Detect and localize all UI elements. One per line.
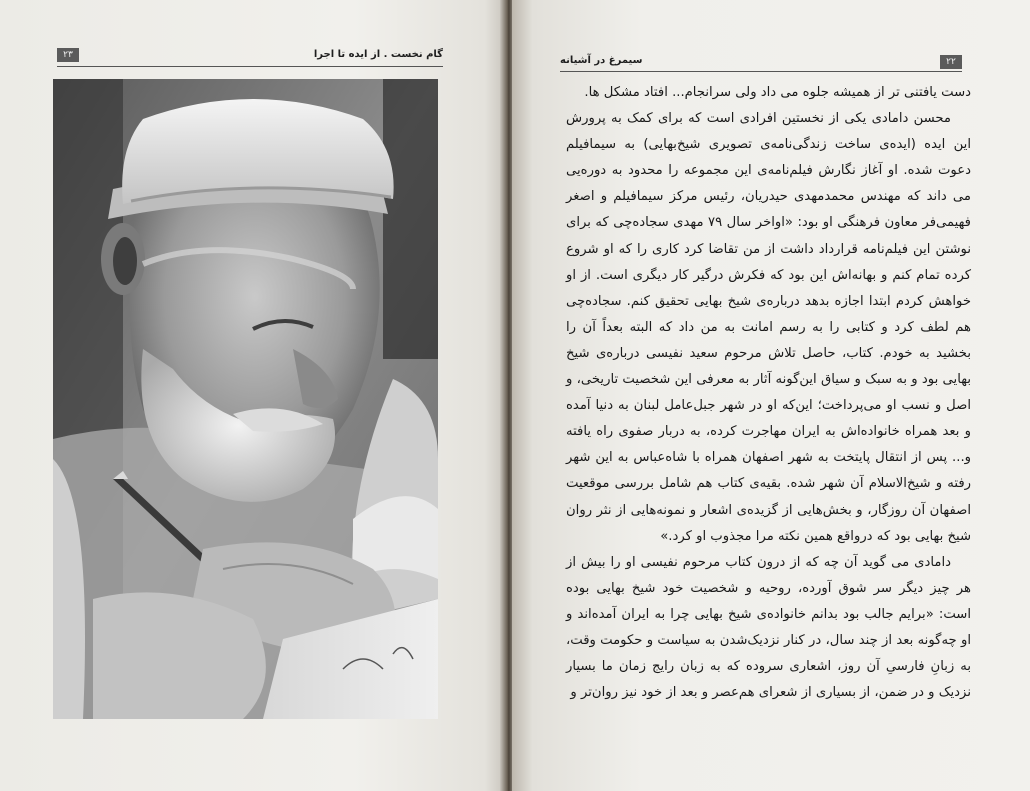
photo-calligrapher xyxy=(53,79,438,719)
paragraph: محسن دامادی یکی از نخستین افرادی است که برای کمک به پرورش این ایده (ایده‌ی ساخت زندگی‌نامه‌ی تصویری شیخ‌بهایی) به سیمافیلم دعوت شده. او آغاز نگارش فیلم‌نامه‌ی این مجموعه را محدود به دوره‌یی می داند که مهندس محمدمهدی حیدریان، رئیس مرکز سیمافیلم و اصغر فهیمی‌فر معاون فرهنگی او بود: «اواخر سال ۷۹ مهدی سجاده‌چی که برای نوشتن این فیلم‌نامه قرارداد داشت از من تقاضا کرد کاری را که او شروع کرده تمام کنم و بهانه‌اش این بود که فکرش درگیر کار دیگری است. از او خواهش کردم ابتدا اجازه بدهد درباره‌ی شیخ بهایی تحقیق کنم. سجاده‌چی هم لطف کرد و کتابی را به رسم امانت به من داد که البته بعداً آن را بخشید به خودم. کتاب، حاصل تلاش مرحوم سعید نفیسی درباره‌ی شیخ بهایی بود و به سبک و سیاق این‌گونه آثار به معرفی این شخصیت تاریخی، و اصل و نسب او می‌پرداخت؛ این‌که او در شهر جبل‌عامل لبنان به دنیا آمده و بعد همراه خانواده‌اش به ایران مهاجرت کرده، به دربار صفوی راه یافته و... پس از انتقال پایتخت به شهر اصفهان همراه با شاه‌عباس به این شهر رفته و شیخ‌الاسلام آن شهر شده. بقیه‌ی کتاب هم شامل بررسی موقعیت اصفهان آن روزگار، و بخش‌هایی از گزیده‌ی اشعار و نمونه‌هایی از نثر روان شیخ بهایی بود که درواقع همین نکته مرا مجذوب او کرد.» xyxy=(566,111,971,544)
left-page-number: ۲۳ xyxy=(57,48,79,62)
left-running-head: گام نخست . از ایده تا اجرا xyxy=(313,49,443,60)
left-header-rule xyxy=(57,66,443,67)
paragraph: دامادی می گوید آن چه که از درون کتاب مرحوم نفیسی او را بیش از هر چیز دیگر سر شوق آورده، روحیه و شخصیت خود شیخ بهایی بوده است: «برایم جالب بود بدانم خانواده‌ی شیخ بهایی چرا به ایران آمده‌اند و او چه‌گونه بعد از چند سال، در کنار نزدیک‌شدن به سیاست و حکومت وقت، به زبانِ فارسیِ آن روز، اشعاری سروده که به زبان رایج زمان ما بسیار نزدیک و در ضمن، از بسیاری از شعرای هم‌عصر و بعد از خود نیز روان‌تر و xyxy=(566,554,971,701)
right-page-number: ۲۲ xyxy=(940,55,962,69)
right-page-body xyxy=(566,80,971,706)
paragraph: دست یافتنی تر از همیشه جلوه می داد ولی سرانجام... افتاد مشکل ها. xyxy=(584,85,971,100)
right-header-rule xyxy=(560,71,962,72)
right-running-head: سیمرغ در آشیانه xyxy=(560,55,643,66)
left-page xyxy=(0,0,505,791)
